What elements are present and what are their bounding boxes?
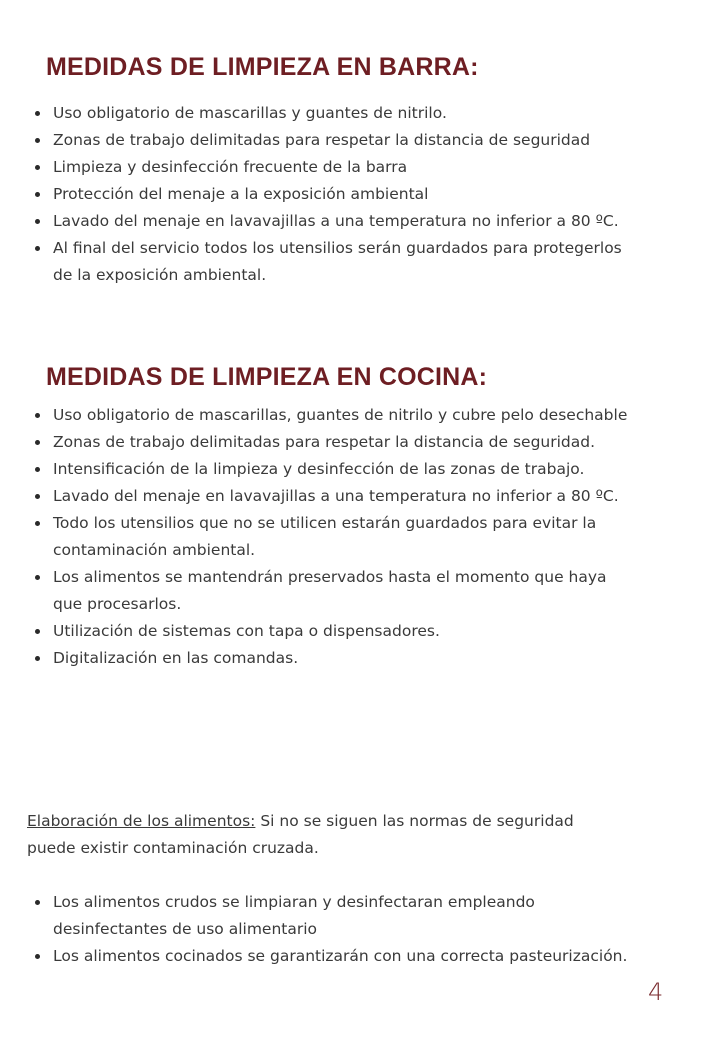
list-item: Todo los utensilios que no se utilicen estarán guardados para evitar la contaminación ambiental. xyxy=(0,510,640,564)
list-item: Utilización de sistemas con tapa o dispensadores. xyxy=(0,618,640,645)
barra-list xyxy=(0,100,640,289)
list-item: Lavado del menaje en lavavajillas a una temperatura no inferior a 80 ºC. xyxy=(0,208,640,235)
elaboracion-text: Si no se siguen las normas de seguridad puede existir contaminación cruzada. xyxy=(27,812,574,857)
list-item: Al final del servicio todos los utensilios serán guardados para protegerlos de la exposición ambiental. xyxy=(0,235,640,289)
list-item: Intensificación de la limpieza y desinfección de las zonas de trabajo. xyxy=(0,456,640,483)
list-item: Zonas de trabajo delimitadas para respetar la distancia de seguridad xyxy=(0,127,640,154)
cocina-list xyxy=(0,402,640,672)
list-item: Los alimentos cocinados se garantizarán con una correcta pasteurización. xyxy=(0,943,640,970)
list-item: Los alimentos se mantendrán preservados hasta el momento que haya que procesarlos. xyxy=(0,564,640,618)
elaboracion-list xyxy=(0,889,640,970)
section-title-barra: MEDIDAS DE LIMPIEZA EN BARRA: xyxy=(46,53,479,81)
list-item: Los alimentos crudos se limpiaran y desinfectaran empleando desinfectantes de uso alimentario xyxy=(0,889,640,943)
list-item: Uso obligatorio de mascarillas y guantes de nitrilo. xyxy=(0,100,640,127)
page-number: 4 xyxy=(648,978,664,1006)
section-title-cocina: MEDIDAS DE LIMPIEZA EN COCINA: xyxy=(46,363,488,391)
list-item: Protección del menaje a la exposición ambiental xyxy=(0,181,640,208)
list-item: Zonas de trabajo delimitadas para respetar la distancia de seguridad. xyxy=(0,429,640,456)
list-item: Limpieza y desinfección frecuente de la barra xyxy=(0,154,640,181)
list-item: Digitalización en las comandas. xyxy=(0,645,640,672)
list-item: Lavado del menaje en lavavajillas a una temperatura no inferior a 80 ºC. xyxy=(0,483,640,510)
list-item: Uso obligatorio de mascarillas, guantes de nitrilo y cubre pelo desechable xyxy=(0,402,640,429)
elaboracion-paragraph xyxy=(27,808,627,862)
elaboracion-label: Elaboración de los alimentos: xyxy=(27,812,256,830)
